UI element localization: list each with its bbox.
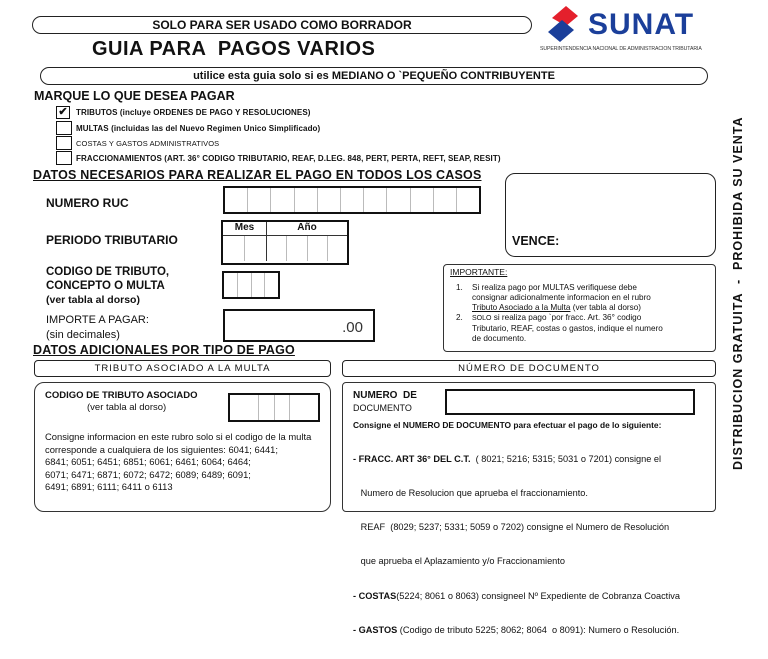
vertical-note: DISTRIBUCION GRATUITA - PROHIBIDA SU VENTA [731, 116, 745, 470]
doc-line-4: que aprueba el Aplazamiento y/o Fraccionamiento [353, 556, 565, 567]
associated-tax-panel [34, 382, 331, 512]
doc-line-1-bold: - FRACC. ART 36° DEL C.T. [353, 453, 471, 464]
important-item1-a: Si realiza pago por MULTAS verifiquese debe [472, 283, 637, 292]
doc-intro: Consigne el NUMERO DE DOCUMENTO para efectuar el pago de lo siguiente: [353, 420, 662, 430]
amount-input[interactable] [223, 309, 375, 342]
important-item2-solo: SOLO [472, 315, 492, 322]
important-item2-a: si realiza pago `por fracc. Art. 36° codigo [491, 313, 642, 322]
amount-label-1: IMPORTE A PAGAR: [46, 314, 149, 326]
right-section-tab [342, 360, 716, 377]
usage-banner-text: utilice esta guia solo si es MEDIANO O `PEQUEÑO CONTRIBUYENTE [193, 70, 555, 82]
checkbox-tributos[interactable] [56, 106, 70, 119]
option-label-multas: MULTAS (incluidas las del Nuevo Regimen Unico Simplificado) [76, 124, 321, 133]
option-label-fraccionamientos: FRACCIONAMIENTOS (ART. 36° CODIGO TRIBUTARIO, REAF, D.LEG. 848, PERT, PERTA, REFT, SEAP, RESIT) [76, 154, 501, 163]
doc-line-6-bold: - GASTOS [353, 624, 398, 635]
due-date-label: VENCE: [512, 234, 560, 248]
form-title: GUIA PARA PAGOS VARIOS [92, 38, 376, 60]
logo-text: SUNAT [588, 8, 695, 41]
important-item2-b: Tributario, REAF, costas o gastos, indique el numero [472, 324, 663, 333]
sunat-emblem-icon [544, 4, 588, 44]
code-label-2: CONCEPTO O MULTA [46, 280, 165, 292]
doc-line-3: REAF (8029; 5237; 5331; 5059 o 7202) consigne el Numero de Resolución [353, 522, 670, 533]
checkbox-multas[interactable] [56, 121, 72, 135]
assoc-label-1: CODIGO DE TRIBUTO ASOCIADO [45, 390, 198, 401]
option-label-tributos: TRIBUTOS (incluye ORDENES DE PAGO Y RESOLUCIONES) [76, 108, 311, 117]
sunat-logo [540, 4, 720, 56]
important-item1-link: Tributo Asociado a la Multa [472, 303, 571, 312]
code-label-1: CODIGO DE TRIBUTO, [46, 266, 170, 278]
assoc-label-2: (ver tabla al dorso) [87, 402, 167, 413]
ruc-input[interactable] [223, 186, 481, 214]
doc-line-5: (5224; 8061 o 8063) consigneel Nº Expediente de Cobranza Coactiva [396, 590, 680, 601]
important-item1-num: 1. [456, 283, 463, 292]
checkbox-fraccionamientos[interactable] [56, 151, 72, 165]
amount-suffix: .00 [342, 319, 363, 336]
assoc-text-line-2: corresponde a cualquiera de los siguientes: 6041; 6441; [45, 443, 278, 455]
assoc-text-line-5: 6491; 6891; 6111; 6411 o 6113 [45, 481, 173, 492]
assoc-text-line-1: Consigne informacion en este rubro solo si el codigo de la multa [45, 431, 312, 442]
important-item2-num: 2. [456, 313, 463, 322]
due-date-panel[interactable] [505, 173, 716, 257]
options-heading: MARQUE LO QUE DESEA PAGAR [34, 89, 235, 103]
check-mark-icon: ✔ [58, 106, 68, 118]
doc-line-5-bold: - COSTAS [353, 590, 397, 601]
important-title: IMPORTANTE: [450, 267, 508, 277]
draft-banner [32, 16, 532, 34]
draft-banner-text: SOLO PARA SER USADO COMO BORRADOR [152, 18, 412, 32]
left-section-tab [34, 360, 331, 377]
code-label-3: (ver tabla al dorso) [46, 294, 140, 306]
doc-label-2: DOCUMENTO [353, 403, 412, 413]
important-item1-rest: (ver tabla al dorso) [570, 303, 641, 312]
period-year-header: Año [297, 222, 317, 233]
tax-code-input[interactable] [222, 271, 280, 299]
doc-line-1: ( 8021; 5216; 5315; 5031 o 7201) consigne el [470, 453, 662, 464]
document-number-panel [342, 382, 716, 635]
left-section-tab-text: TRIBUTO ASOCIADO A LA MULTA [94, 363, 271, 374]
assoc-text-line-3: 6841; 6051; 6451; 6851; 6061; 6461; 6064; 6464; [45, 456, 251, 467]
required-data-heading: DATOS NECESARIOS PARA REALIZAR EL PAGO EN TODOS LOS CASOS [33, 168, 482, 182]
period-label: PERIODO TRIBUTARIO [46, 233, 178, 247]
additional-data-heading: DATOS ADICIONALES POR TIPO DE PAGO [33, 343, 295, 357]
doc-line-2: Numero de Resolucion que aprueba el fraccionamiento. [353, 488, 588, 499]
important-item2-c: de documento. [472, 334, 527, 343]
assoc-text-line-4: 6071; 6471; 6871; 6072; 6472; 6089; 6489; 6091; [45, 468, 251, 480]
important-panel [443, 264, 716, 352]
amount-label-2: (sin decimales) [46, 329, 120, 341]
period-month-header: Mes [223, 222, 267, 235]
assoc-code-input[interactable] [228, 393, 320, 422]
logo-subtitle: SUPERINTENDENCIA NACIONAL DE ADMINISTRACION TRIBUTARIA [540, 46, 702, 52]
checkbox-costas[interactable] [56, 136, 72, 150]
doc-line-6: (Codigo de tributo 5225; 8062; 8064 o 8091): Numero o Resolución. [397, 624, 680, 635]
usage-banner [40, 67, 708, 85]
important-item1-b: consignar adicionalmente informacion en el rubro [472, 293, 651, 302]
period-input[interactable] [221, 220, 349, 265]
option-label-costas: COSTAS Y GASTOS ADMINISTRATIVOS [76, 139, 220, 148]
ruc-label: NUMERO RUC [46, 196, 129, 210]
right-section-tab-text: NÚMERO DE DOCUMENTO [458, 363, 600, 374]
doc-label-1: NUMERO DE [353, 390, 417, 401]
doc-number-input[interactable] [445, 389, 695, 415]
